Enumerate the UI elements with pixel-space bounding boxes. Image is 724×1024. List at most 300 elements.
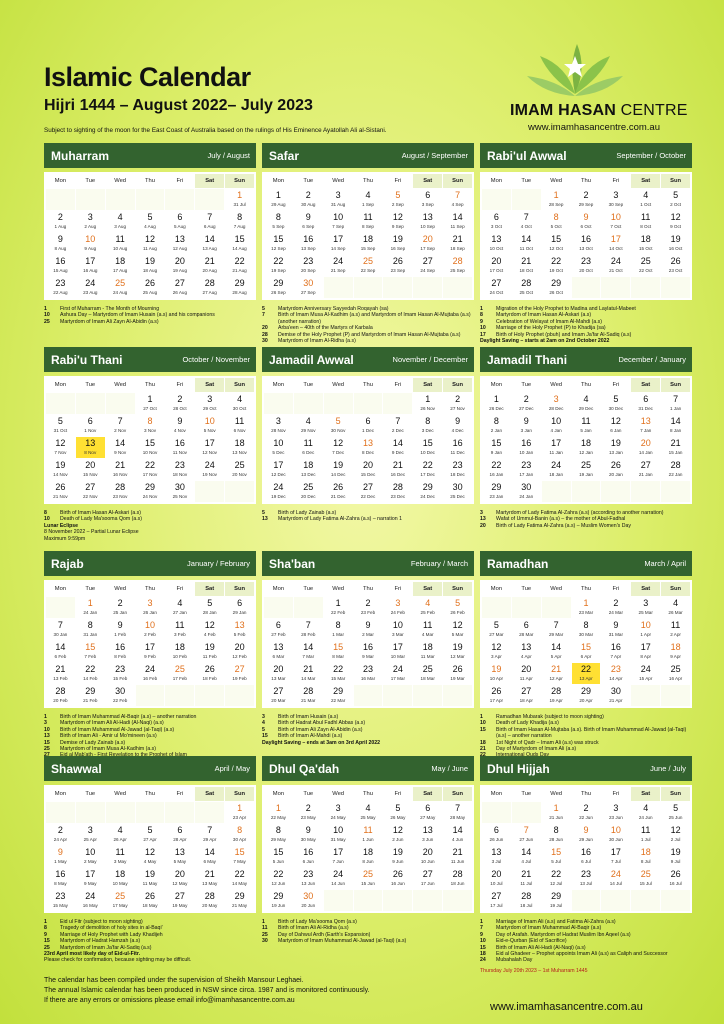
gregorian-date: 28 Dec (548, 406, 564, 411)
weekday-header: Tue (294, 174, 323, 188)
gregorian-date: 8 Sep (361, 224, 374, 229)
gregorian-date: 19 Jun (271, 903, 286, 908)
day-cell (661, 255, 690, 276)
gregorian-date: 3 Dec (421, 428, 434, 433)
gregorian-date: 26 Jan (143, 610, 157, 615)
hijri-day: 22 (551, 869, 562, 879)
hijri-day: 26 (55, 482, 66, 492)
hijri-day: 18 (234, 438, 245, 448)
month-name: Sha'ban (269, 556, 316, 571)
gregorian-date: 30 Oct (232, 406, 247, 411)
gregorian-date: 21 Aug (232, 268, 247, 273)
logo-url[interactable]: www.imamhasancentre.com.au (528, 122, 660, 133)
hijri-day: 12 (333, 438, 344, 448)
hijri-day: 9 (583, 212, 589, 222)
gregorian-date: 26 Sep (271, 290, 286, 295)
event-text: Eid al Ghadeer – Prophet appoints Imam Ali (a.s) as Caliph and Successor (496, 951, 668, 958)
month-name: Shawwal (51, 761, 102, 776)
weekday-header: Sun (661, 787, 690, 801)
event-day: 20 (480, 522, 486, 529)
gregorian-date: 12 Aug (172, 246, 187, 251)
day-cell (136, 663, 165, 684)
hijri-day: 28 (115, 482, 126, 492)
day-cell (542, 437, 571, 458)
event-text: Martyrdom of Imam Muhammad Al-Baqir (a.s) (496, 925, 602, 932)
day-cell (631, 868, 660, 889)
gregorian-date: 12 Sep (271, 246, 286, 251)
event-text: Birth of Holy Prophet (pbuh) and Imam Ja'far Al-Sadiq (a.s) (496, 331, 632, 338)
gregorian-date: 30 Sep (608, 202, 624, 207)
hijri-day: 1 (87, 598, 93, 608)
month-grid (262, 172, 474, 300)
gregorian-date: 27 Jan (172, 610, 187, 615)
hijri-day: 28 (551, 686, 562, 696)
gregorian-date: 3 Feb (173, 632, 186, 637)
day-cell (294, 255, 323, 276)
weekday-header: Fri (601, 582, 630, 596)
day-cell (572, 211, 601, 232)
hijri-day: 4 (177, 598, 183, 608)
empty-cell (195, 481, 224, 502)
hijri-day: 28 (521, 278, 532, 288)
hijri-day: 5 (147, 212, 153, 222)
event-day: 1 (44, 714, 47, 720)
gregorian-date: 29 Mar (548, 632, 564, 637)
hijri-day: 3 (613, 190, 619, 200)
hijri-day: 15 (551, 847, 562, 857)
gregorian-date: 3 Sep (421, 202, 434, 207)
hijri-day: 15 (422, 438, 433, 448)
footer-url[interactable]: www.imamhasancentre.com.au (490, 1001, 643, 1013)
event-text: Martyrdom of Lady Fatima Al-Zahra (a.s) – narration 1 (278, 516, 402, 523)
footer-line-3: If there are any errors or omissions please email info@imamhasancentre.com.au (44, 997, 295, 1004)
gregorian-date: 13 Nov (232, 450, 247, 455)
month-gregorian: April / May (214, 764, 250, 773)
day-cell (225, 189, 254, 210)
weekday-header: Thu (354, 582, 383, 596)
hijri-day: 6 (177, 825, 183, 835)
day-cell (572, 802, 601, 823)
weekday-header: Mon (264, 174, 293, 188)
day-cell (542, 824, 571, 845)
gregorian-date: 7 Oct (610, 224, 622, 229)
gregorian-date: 17 Jul (490, 903, 503, 908)
gregorian-date: 5 Sep (272, 224, 285, 229)
hijri-day: 7 (207, 212, 213, 222)
gregorian-date: 7 Apr (610, 654, 622, 659)
event-text: Eid-e-Qurban (Eid of Sacrifice) (496, 938, 567, 945)
day-cell (264, 641, 293, 662)
day-cell (512, 481, 541, 502)
hijri-day: 23 (303, 869, 314, 879)
event-day: 8 (44, 510, 47, 516)
month-header (44, 143, 256, 168)
day-cell (324, 868, 353, 889)
hijri-day: 30 (303, 891, 314, 901)
hijri-day: 9 (455, 416, 461, 426)
day-cell (512, 890, 541, 911)
month-gregorian: July / August (207, 151, 250, 160)
hijri-day: 12 (452, 620, 463, 630)
day-cell (324, 481, 353, 502)
day-cell (294, 802, 323, 823)
hijri-day: 20 (85, 460, 96, 470)
weekday-header: Mon (264, 787, 293, 801)
hijri-day: 23 (521, 460, 532, 470)
hijri-day: 29 (551, 278, 562, 288)
hijri-day: 3 (335, 190, 341, 200)
day-cell (383, 846, 412, 867)
hijri-day: 1 (553, 803, 559, 813)
gregorian-date: 8 Jun (362, 859, 374, 864)
hijri-day: 10 (640, 620, 651, 630)
hijri-day: 24 (610, 869, 621, 879)
hijri-day: 17 (144, 642, 155, 652)
day-cell (195, 255, 224, 276)
day-cell (572, 868, 601, 889)
weekday-header: Sun (443, 378, 472, 392)
gregorian-date: 29 Jun (579, 837, 593, 842)
hijri-day: 14 (452, 825, 463, 835)
empty-cell (601, 890, 630, 911)
gregorian-date: 18 Sep (450, 246, 465, 251)
gregorian-date: 22 Mar (330, 698, 346, 703)
hijri-day: 12 (204, 620, 215, 630)
subject-note: Subject to sighting of the moon for the East Coast of Australia based on the rulings of His Eminence Ayatollah Ali al-Sistani. (44, 127, 387, 134)
day-cell (195, 437, 224, 458)
gregorian-date: 22 Oct (638, 268, 653, 273)
month-note: Lunar Eclipse (44, 522, 79, 529)
gregorian-date: 28 Aug (232, 290, 247, 295)
gregorian-date: 16 Mar (360, 676, 376, 681)
gregorian-date: 2 Sep (391, 202, 404, 207)
empty-cell (354, 277, 383, 298)
hijri-day: 11 (303, 438, 313, 448)
hijri-day: 22 (422, 460, 433, 470)
day-cell (76, 415, 105, 436)
day-cell (512, 393, 541, 414)
event-text: Birth of Lady Fatima Al-Zahra (a.s) – Muslim Women's Day (496, 522, 631, 529)
month-header (480, 756, 692, 781)
hijri-day: 28 (521, 891, 532, 901)
gregorian-date: 28 Jan (202, 610, 217, 615)
hijri-day: 23 (580, 869, 591, 879)
day-cell (601, 211, 630, 232)
gregorian-date: 28 Sep (548, 202, 564, 207)
day-cell (136, 868, 165, 889)
day-cell (136, 211, 165, 232)
day-cell (413, 641, 442, 662)
gregorian-date: 6 Feb (54, 654, 67, 659)
weekday-header: Sun (443, 787, 472, 801)
hijri-day: 5 (335, 416, 341, 426)
weekday-header: Tue (76, 787, 105, 801)
event-text: Martyrdom of Imam Ja'far Al-Sadiq (a.s) (60, 944, 152, 951)
hijri-day: 6 (493, 825, 499, 835)
gregorian-date: 24 Jun (638, 815, 653, 820)
gregorian-date: 26 Jun (489, 837, 504, 842)
weekday-header: Mon (264, 378, 293, 392)
day-cell (354, 641, 383, 662)
gregorian-date: 20 Mar (271, 698, 286, 703)
hijri-day: 26 (204, 664, 215, 674)
hijri-day: 9 (177, 416, 183, 426)
hijri-day: 16 (452, 438, 463, 448)
weekday-header: Sun (661, 174, 690, 188)
gregorian-date: 22 Aug (53, 290, 68, 295)
day-cell (443, 393, 472, 414)
gregorian-date: 23 Apr (232, 815, 247, 820)
empty-cell (46, 189, 75, 210)
gregorian-date: 15 Mar (330, 676, 346, 681)
month-name: Rabi'u Thani (51, 352, 123, 367)
hijri-day: 22 (580, 664, 591, 674)
gregorian-date: 8 Nov (84, 450, 97, 455)
gregorian-date: 20 Nov (232, 472, 247, 477)
event-text: Wafat of Ummul-Banin (a.s) – the mother of Abul-Fadhal (496, 516, 626, 523)
hijri-day: 25 (422, 664, 433, 674)
day-cell (136, 824, 165, 845)
gregorian-date: 13 Jun (301, 881, 316, 886)
empty-cell (76, 802, 105, 823)
empty-cell (354, 393, 383, 414)
day-cell (354, 233, 383, 254)
hijri-day: 10 (610, 212, 621, 222)
event-text: Marriage of Holy Prophet with Lady Khadijeh (60, 931, 163, 938)
gregorian-date: 3 May (113, 859, 127, 864)
day-cell (572, 619, 601, 640)
gregorian-date: 23 Dec (390, 494, 406, 499)
event-day: 5 (262, 306, 265, 312)
hijri-day: 26 (144, 278, 155, 288)
event-item (262, 312, 474, 325)
day-cell (195, 619, 224, 640)
hijri-day: 2 (57, 825, 63, 835)
day-cell (482, 685, 511, 706)
gregorian-date: 14 Nov (53, 472, 68, 477)
event-day: 10 (480, 720, 486, 727)
hijri-day: 2 (305, 803, 311, 813)
gregorian-date: 4 Apr (520, 654, 532, 659)
day-cell (165, 597, 194, 618)
gregorian-date: 27 Jun (519, 837, 534, 842)
day-cell (46, 641, 75, 662)
month-header (480, 551, 692, 576)
gregorian-date: 25 Oct (519, 290, 534, 295)
hijri-day: 17 (551, 438, 562, 448)
hijri-day: 21 (303, 664, 314, 674)
day-cell (225, 437, 254, 458)
day-cell (46, 846, 75, 867)
day-cell (264, 189, 293, 210)
day-cell (46, 824, 75, 845)
gregorian-date: 30 Dec (608, 406, 624, 411)
day-cell (46, 211, 75, 232)
gregorian-date: 2 Jun (392, 837, 404, 842)
weekday-header: Thu (572, 378, 601, 392)
gregorian-date: 5 Jul (551, 859, 561, 864)
day-cell (225, 255, 254, 276)
day-cell (106, 890, 135, 911)
hijri-day: 2 (583, 803, 589, 813)
month-events (480, 510, 692, 529)
gregorian-date: 16 Oct (668, 246, 683, 251)
gregorian-date: 27 Feb (271, 632, 286, 637)
gregorian-date: 19 Dec (271, 494, 286, 499)
day-cell (294, 619, 323, 640)
gregorian-date: 2 Oct (670, 202, 682, 207)
day-cell (383, 619, 412, 640)
day-cell (76, 619, 105, 640)
day-cell (225, 619, 254, 640)
gregorian-date: 22 Sep (360, 268, 376, 273)
event-text: Day of Martyrdom of Imam Ali (a.s) (496, 746, 577, 753)
gregorian-date: 15 May (52, 903, 68, 908)
hijri-day: 29 (422, 482, 433, 492)
hijri-day: 22 (234, 256, 245, 266)
month-name: Dhul Hijjah (487, 761, 550, 776)
event-text: Birth of Imam Ali - Amir ul Mo'mineen (a.s) (60, 733, 157, 740)
empty-cell (195, 189, 224, 210)
hijri-day: 9 (57, 234, 63, 244)
day-cell (512, 846, 541, 867)
hijri-day: 7 (395, 416, 401, 426)
event-day: 13 (480, 516, 486, 523)
day-cell (354, 663, 383, 684)
gregorian-date: 17 Nov (142, 472, 158, 477)
empty-cell (324, 393, 353, 414)
gregorian-date: 5 Jan (580, 428, 592, 433)
weekday-header: Wed (106, 582, 135, 596)
hijri-day: 25 (640, 256, 651, 266)
hijri-day: 27 (234, 664, 245, 674)
gregorian-date: 16 Aug (83, 268, 98, 273)
hijri-day: 12 (670, 212, 681, 222)
day-cell (46, 663, 75, 684)
gregorian-date: 15 Aug (53, 268, 68, 273)
gregorian-date: 7 Aug (233, 224, 246, 229)
gregorian-date: 9 Aug (84, 246, 97, 251)
event-day: 11 (262, 925, 268, 932)
gregorian-date: 31 Mar (608, 632, 623, 637)
gregorian-date: 2 Jan (490, 428, 503, 433)
event-text: Celebration of Welayat of Imam Al-Mahdi (a.s) (496, 318, 603, 325)
hijri-day: 9 (305, 825, 311, 835)
hijri-day: 4 (237, 394, 243, 404)
day-cell (661, 868, 690, 889)
gregorian-date: 20 Jan (608, 472, 623, 477)
day-cell (601, 824, 630, 845)
hijri-day: 15 (273, 234, 284, 244)
day-cell (106, 255, 135, 276)
day-cell (601, 597, 630, 618)
empty-cell (572, 481, 601, 502)
gregorian-date: 26 Nov (420, 406, 435, 411)
hijri-day: 2 (455, 394, 461, 404)
hijri-day: 18 (640, 234, 651, 244)
hijri-day: 22 (144, 460, 155, 470)
day-cell (136, 459, 165, 480)
hijri-day: 18 (422, 642, 433, 652)
gregorian-date: 15 Feb (112, 676, 128, 681)
gregorian-date: 14 Jul (609, 881, 622, 886)
day-cell (225, 393, 254, 414)
event-text: Migration of the Holy Prophet to Madina and Laylatul-Mabeet (496, 306, 636, 312)
hijri-day: 30 (521, 482, 532, 492)
hijri-day: 27 (422, 869, 433, 879)
month-gregorian: May / June (431, 764, 468, 773)
day-cell (661, 459, 690, 480)
hijri-day: 26 (670, 256, 681, 266)
day-cell (195, 824, 224, 845)
gregorian-date: 6 Apr (580, 654, 592, 659)
gregorian-date: 4 Dec (451, 428, 464, 433)
gregorian-date: 24 Oct (489, 290, 504, 295)
hijri-day: 26 (392, 869, 403, 879)
month-events (44, 919, 256, 964)
event-text: Demise of the Holy Prophet (P) and Martyrdom of Imam Hasan Al-Mujtaba (a.s) (278, 331, 461, 338)
hijri-day: 3 (275, 416, 281, 426)
day-cell (195, 663, 224, 684)
hijri-day: 26 (670, 869, 681, 879)
day-cell (601, 255, 630, 276)
empty-cell (661, 277, 690, 298)
empty-cell (631, 277, 660, 298)
hijri-day: 15 (580, 642, 591, 652)
hijri-day: 8 (237, 212, 243, 222)
day-cell (601, 663, 630, 684)
hijri-day: 19 (452, 642, 463, 652)
day-cell (354, 619, 383, 640)
gregorian-date: 19 Jul (550, 903, 563, 908)
month-header (262, 551, 474, 576)
event-text: Birth of Imam Al-Mahdi (a.s) (278, 733, 343, 740)
gregorian-date: 21 Mar (301, 698, 316, 703)
day-cell (572, 685, 601, 706)
hijri-day: 13 (362, 438, 373, 448)
event-text: Birth of Imam Hasan Al-Askari (a.s) (60, 510, 142, 516)
hijri-day: 16 (174, 438, 185, 448)
gregorian-date: 16 Sep (390, 246, 406, 251)
hijri-day: 3 (613, 803, 619, 813)
month-grid (262, 580, 474, 708)
month-grid (44, 172, 256, 300)
weekday-header: Fri (383, 582, 412, 596)
empty-cell (324, 890, 353, 911)
day-cell (601, 459, 630, 480)
event-day: 10 (44, 516, 50, 523)
gregorian-date: 15 Jan (668, 450, 683, 455)
month-header (262, 143, 474, 168)
hijri-day: 22 (551, 256, 562, 266)
gregorian-date: 10 Oct (489, 246, 504, 251)
event-day: 9 (44, 931, 47, 938)
event-text: Birth of Lady Ma'sooma Qom (a.s) (278, 919, 357, 925)
month-events (262, 919, 474, 945)
gregorian-date: 8 Aug (54, 246, 67, 251)
gregorian-date: 3 Aug (114, 224, 127, 229)
gregorian-date: 20 Dec (300, 494, 316, 499)
hijri-day: 18 (174, 642, 185, 652)
day-cell (165, 255, 194, 276)
gregorian-date: 7 Feb (84, 654, 97, 659)
hijri-day: 11 (363, 825, 373, 835)
gregorian-date: 17 Sep (420, 246, 435, 251)
day-cell (106, 619, 135, 640)
next-year-note: Thursday July 20th 2023 – 1st Muharram 1445 (480, 967, 588, 974)
month-gregorian: October / November (182, 355, 250, 364)
hijri-day: 24 (333, 256, 344, 266)
